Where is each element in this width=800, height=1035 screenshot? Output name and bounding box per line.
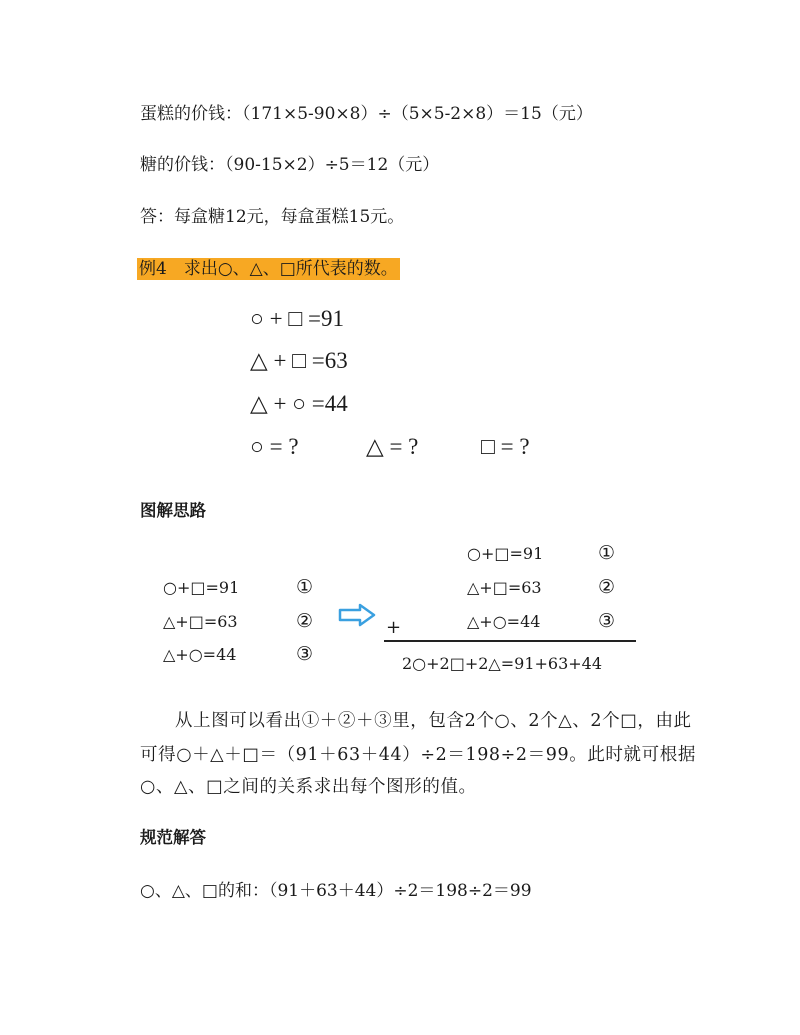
- explain-line-2: 可得○＋△＋□＝（91＋63＋44）÷2＝198÷2＝99。此时就可根据: [140, 745, 696, 765]
- left-num-1: ①: [296, 576, 314, 598]
- left-eq-3: △+○=44: [163, 645, 237, 664]
- example-title-highlight: 例4 求出○、△、□所代表的数。: [139, 259, 398, 279]
- diagram-heading: 图解思路: [140, 501, 206, 520]
- sum-divider: [384, 640, 636, 642]
- left-eq-2: △+□=63: [163, 612, 238, 631]
- question-circle: ○ = ?: [250, 434, 299, 459]
- solution-heading: 规范解答: [140, 828, 206, 847]
- example-title: [137, 254, 400, 279]
- left-eq-1: ○+□=91: [163, 578, 240, 597]
- explain-line-1: 从上图可以看出①＋②＋③里，包含2个○、2个△、2个□，由此: [175, 711, 692, 731]
- right-eq-3: △+○=44: [467, 612, 541, 631]
- right-num-3: ③: [598, 610, 616, 632]
- left-num-2: ②: [296, 610, 314, 632]
- equation-1: ○ + □ =91: [250, 306, 344, 331]
- solution-line-1: ○、△、□的和：（91＋63＋44）÷2＝198÷2＝99: [140, 881, 532, 901]
- right-eq-2: △+□=63: [467, 578, 542, 597]
- right-eq-1: ○+□=91: [467, 544, 544, 563]
- equation-3: △ + ○ =44: [250, 391, 348, 416]
- answer-line: 答：每盒糖12元，每盒蛋糕15元。: [140, 207, 405, 227]
- left-num-3: ③: [296, 643, 314, 665]
- question-square: □ = ?: [481, 434, 530, 459]
- right-arrow-icon: [338, 603, 376, 627]
- right-num-1: ①: [598, 542, 616, 564]
- sum-equation: 2○+2□+2△=91+63+44: [402, 654, 603, 673]
- explain-line-3: ○、△、□之间的关系求出每个图形的值。: [140, 777, 477, 797]
- equation-2: △ + □ =63: [250, 348, 348, 373]
- right-num-2: ②: [598, 576, 616, 598]
- question-triangle: △ = ?: [366, 434, 419, 459]
- cake-price-line: 蛋糕的价钱：（171×5-90×8）÷（5×5-2×8）＝15（元）: [140, 104, 593, 124]
- plus-sign: +: [386, 617, 402, 638]
- candy-price-line: 糖的价钱：（90-15×2）÷5＝12（元）: [140, 155, 440, 175]
